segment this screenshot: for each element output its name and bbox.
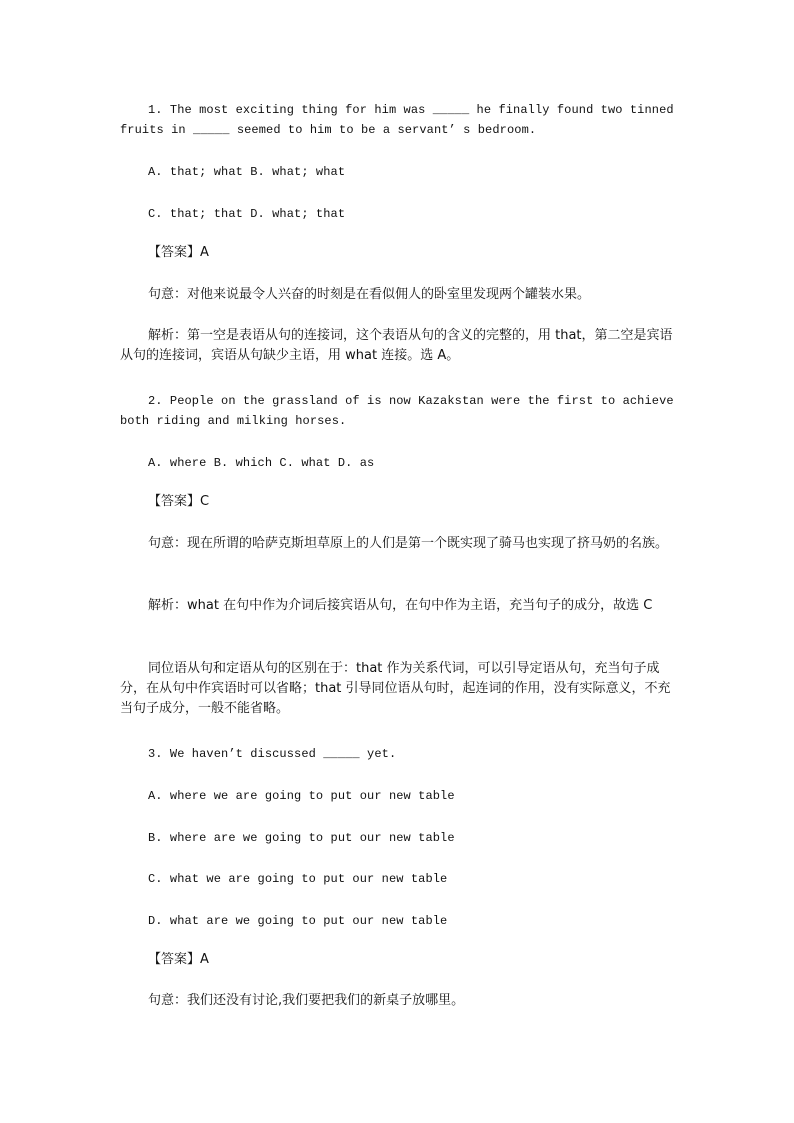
question-3-option-a: A. where we are going to put our new table [148, 789, 455, 803]
question-3-option-b: B. where are we going to put our new table [148, 831, 455, 845]
question-3-meaning: 句意：我们还没有讨论,我们要把我们的新桌子放哪里。 [148, 993, 465, 1008]
question-2-options: A. where B. which C. what D. as [148, 456, 375, 470]
question-1-options-cd: C. that; that D. what; that [148, 207, 346, 221]
question-3-option-c: C. what we are going to put our new table [148, 872, 448, 886]
question-2-note: 同位语从句和定语从句的区别在于：that 作为关系代词，可以引导定语从句，充当句子成分，在从句中作宾语时可以省略；that 引导同位语从句时，起连词的作用，没有实际意义，不充当句子成分，一般不能省略。 [120, 661, 671, 716]
question-3-answer: 【答案】A [148, 952, 209, 967]
question-2-answer: 【答案】C [148, 494, 210, 509]
question-2-meaning: 句意：现在所谓的哈萨克斯坦草原上的人们是第一个既实现了骑马也实现了挤马奶的名族。 [148, 536, 669, 551]
question-1-meaning: 句意：对他来说最令人兴奋的时刻是在看似佣人的卧室里发现两个罐装水果。 [148, 287, 591, 302]
question-1-answer: 【答案】A [148, 245, 209, 260]
question-1-options-ab: A. that; what B. what; what [148, 165, 346, 179]
question-3-option-d: D. what are we going to put our new table [148, 914, 448, 928]
question-1-stem: 1. The most exciting thing for him was _____ he finally found two tinned fruits in _____ seemed to him to be a servant’ s bedroom. [120, 103, 681, 137]
question-3-stem: 3. We haven’t discussed _____ yet. [148, 747, 397, 761]
question-2-stem: 2. People on the grassland of is now Kazakstan were the first to achieve both riding and milking horses. [120, 394, 681, 428]
question-1-analysis: 解析：第一空是表语从句的连接词，这个表语从句的含义的完整的，用 that，第二空是宾语从句的连接词，宾语从句缺少主语，用 what 连接。选 A。 [120, 328, 673, 363]
question-2-analysis: 解析：what 在句中作为介词后接宾语从句，在句中作为主语，充当句子的成分，故选 C [148, 598, 653, 613]
